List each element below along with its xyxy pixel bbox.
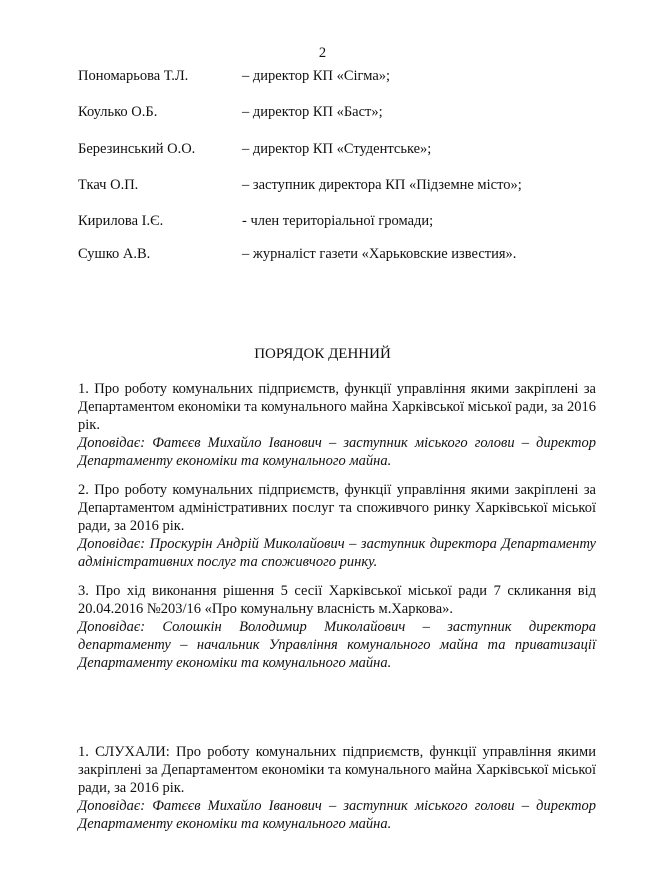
- attendee-name: Березинський О.О.: [78, 141, 196, 157]
- agenda-item-text: 3. Про хід виконання рішення 5 сесії Харківської міської ради 7 скликання від 20.04.2016 №203/16 «Про комунальну власність м.Харкова».: [78, 583, 596, 617]
- attendee-row: [78, 246, 618, 266]
- hearing-text: 1. СЛУХАЛИ: Про роботу комунальних підприємств, функції управління якими закріплені за Департаментом економіки та комунального майна Харківської міської ради, за 2016 рік.: [78, 744, 596, 796]
- attendee-role: - член територіальної громади;: [242, 213, 434, 229]
- hearing-section: [78, 743, 596, 833]
- attendee-row: [78, 141, 618, 161]
- hearing-speaker: Доповідає: Фатєєв Михайло Іванович – заступник міського голови – директор Департаменту економіки та комунального майна.: [78, 798, 596, 832]
- attendee-row: [78, 177, 618, 197]
- agenda-item: [78, 380, 596, 470]
- attendee-role: – заступник директора КП «Підземне місто»;: [242, 177, 522, 193]
- agenda-item-speaker: Доповідає: Фатєєв Михайло Іванович – заступник міського голови – директор Департаменту економіки та комунального майна.: [78, 435, 596, 469]
- page-number: 2: [318, 45, 327, 61]
- attendee-name: Сушко А.В.: [78, 246, 151, 262]
- attendee-name: Коулько О.Б.: [78, 104, 158, 120]
- agenda-item: [78, 481, 596, 571]
- attendee-name: Ткач О.П.: [78, 177, 139, 193]
- agenda-item-text: 1. Про роботу комунальних підприємств, функції управління якими закріплені за Департаментом економіки та комунального майна Харківської міської ради, за 2016 рік.: [78, 381, 596, 433]
- attendee-role: – директор КП «Сігма»;: [242, 68, 391, 84]
- attendee-name: Кирилова І.Є.: [78, 213, 164, 229]
- attendee-name: Пономарьова Т.Л.: [78, 68, 189, 84]
- agenda-item-text: 2. Про роботу комунальних підприємств, функції управління якими закріплені за Департаментом адміністративних послуг та споживчого ринку Харківської міської ради, за 2016 рік.: [78, 482, 596, 534]
- attendee-role: – журналіст газети «Харьковские известия».: [242, 246, 517, 262]
- attendee-row: [78, 104, 618, 124]
- attendee-row: [78, 68, 618, 88]
- attendee-row: [78, 213, 618, 233]
- agenda-item-speaker: Доповідає: Солошкін Володимир Миколайович – заступник директора департаменту – начальник Управління комунального майна та приватизації Департаменту економіки та комунального майна.: [78, 619, 596, 671]
- attendee-role: – директор КП «Студентське»;: [242, 141, 432, 157]
- agenda-item: [78, 582, 596, 672]
- agenda-heading: ПОРЯДОК ДЕННИЙ: [254, 346, 391, 362]
- attendee-role: – директор КП «Баст»;: [242, 104, 383, 120]
- agenda-item-speaker: Доповідає: Проскурін Андрій Миколайович – заступник директора Департаменту адміністративних послуг та споживчого ринку.: [78, 536, 596, 570]
